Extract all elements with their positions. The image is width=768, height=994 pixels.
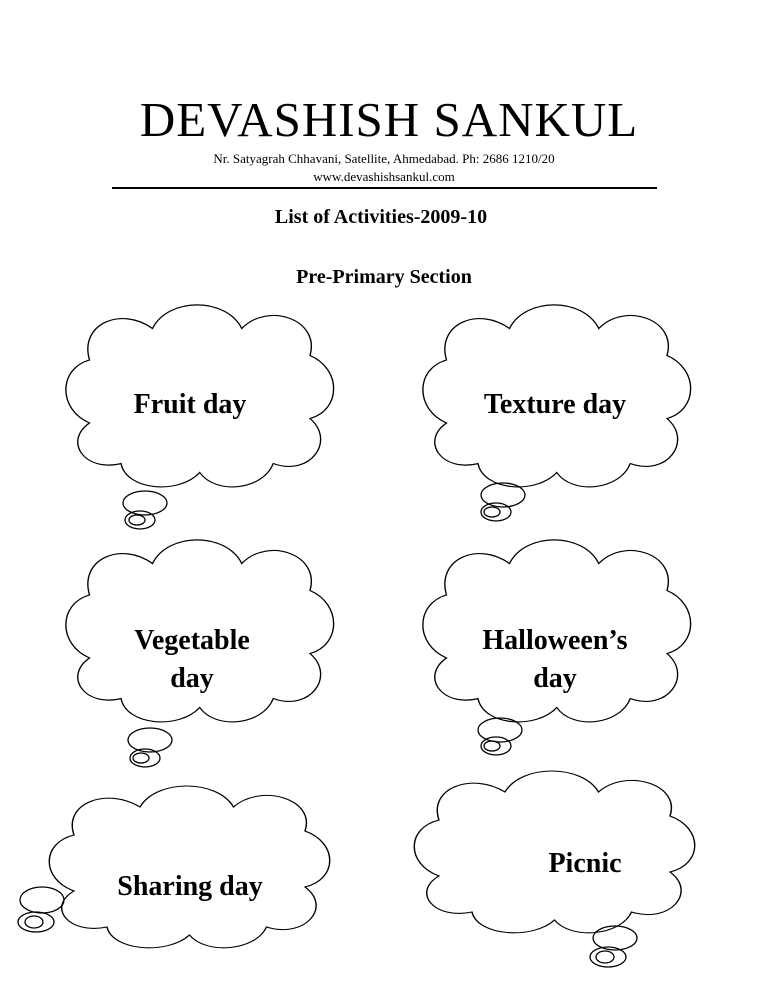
activity-label: Fruit day <box>133 389 247 420</box>
activity-label: Texture day <box>483 389 627 420</box>
school-name: DEVASHISH SANKUL <box>139 92 639 147</box>
activity-picnic <box>515 845 655 883</box>
section-title: Pre-Primary Section <box>296 266 472 288</box>
activity-vegetable-day <box>112 622 272 698</box>
activity-label: Picnic <box>548 848 622 879</box>
activity-texture-day <box>460 386 650 424</box>
activity-label: Sharing day <box>117 871 263 902</box>
activity-label: day <box>533 663 577 694</box>
activity-halloweens-day <box>460 622 650 698</box>
school-website: www.devashishsankul.com <box>313 169 455 184</box>
activity-label: Halloween’s <box>482 625 628 656</box>
cloud-sharing-day <box>18 786 330 948</box>
activity-fruit-day <box>110 386 270 424</box>
activity-label: day <box>170 663 214 694</box>
school-address: Nr. Satyagrah Chhavani, Satellite, Ahmedabad. Ph: 2686 1210/20 <box>213 151 555 166</box>
activity-label: Vegetable <box>134 625 250 656</box>
activity-sharing-day <box>100 868 280 906</box>
list-title: List of Activities-2009-10 <box>274 206 488 228</box>
